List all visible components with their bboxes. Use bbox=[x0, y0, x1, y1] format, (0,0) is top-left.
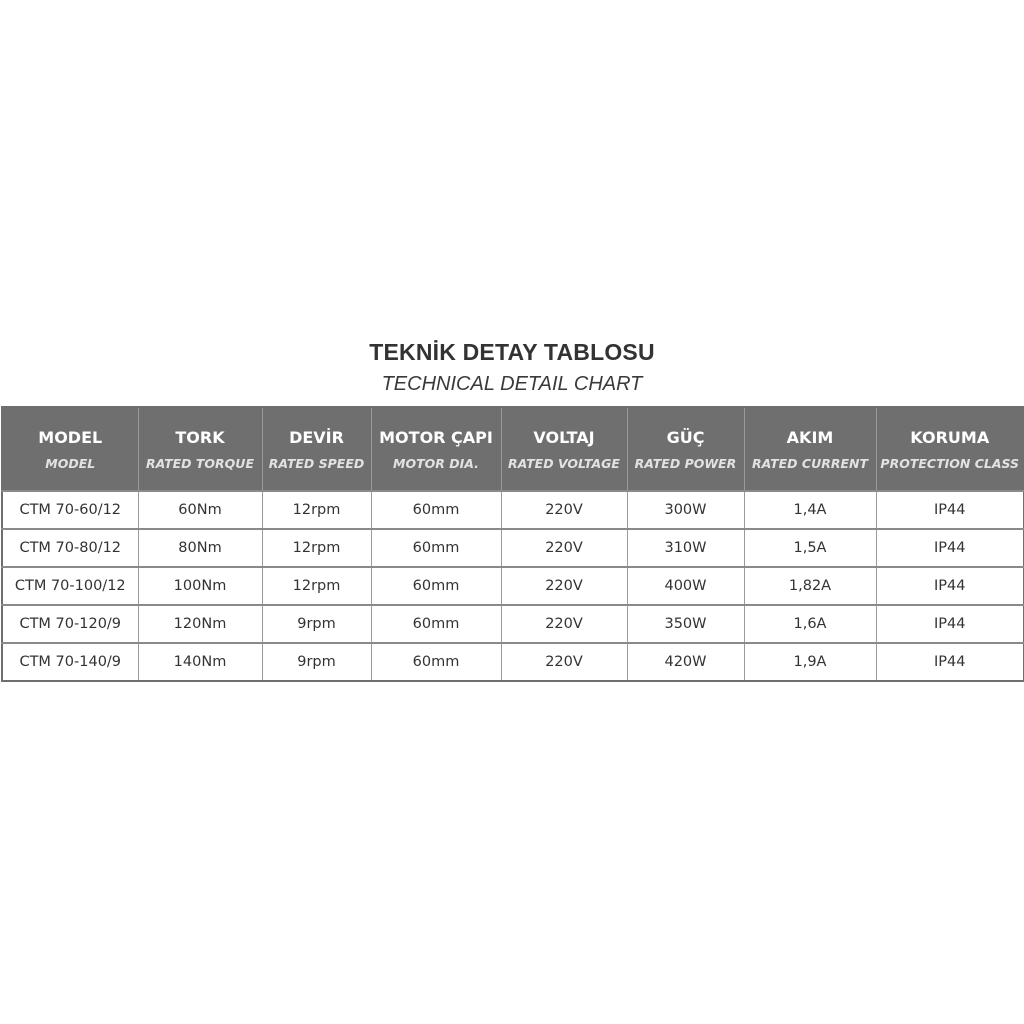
cell-torque: 80Nm bbox=[138, 529, 262, 567]
cell-motor-dia: 60mm bbox=[371, 605, 501, 643]
table-row bbox=[2, 605, 1024, 643]
cell-speed: 12rpm bbox=[262, 567, 371, 605]
column-header-motor-dia bbox=[371, 407, 501, 491]
column-header-tr: TORK bbox=[175, 427, 225, 447]
column-header-protection bbox=[876, 407, 1024, 491]
column-header-tr: AKIM bbox=[786, 427, 834, 447]
cell-speed: 9rpm bbox=[262, 643, 371, 681]
column-header-speed bbox=[262, 407, 371, 491]
cell-protection: IP44 bbox=[876, 491, 1024, 529]
column-header-en: RATED TORQUE bbox=[146, 455, 254, 471]
cell-voltage: 220V bbox=[501, 491, 627, 529]
column-header-current bbox=[744, 407, 876, 491]
cell-voltage: 220V bbox=[501, 529, 627, 567]
cell-voltage: 220V bbox=[501, 643, 627, 681]
cell-torque: 120Nm bbox=[138, 605, 262, 643]
page-title: TEKNİK DETAY TABLOSU bbox=[369, 339, 655, 365]
column-header-tr: MODEL bbox=[38, 427, 103, 447]
column-header-en: MOTOR DIA. bbox=[393, 455, 479, 471]
cell-current: 1,9A bbox=[744, 643, 876, 681]
column-header-tr: VOLTAJ bbox=[533, 427, 595, 447]
table-row bbox=[2, 643, 1024, 681]
cell-power: 350W bbox=[627, 605, 744, 643]
column-header-tr: MOTOR ÇAPI bbox=[379, 427, 493, 447]
cell-protection: IP44 bbox=[876, 567, 1024, 605]
column-header-tr: GÜÇ bbox=[666, 427, 705, 447]
column-header-voltage bbox=[501, 407, 627, 491]
table-row bbox=[2, 491, 1024, 529]
cell-model: CTM 70-100/12 bbox=[2, 567, 138, 605]
column-header-en: RATED VOLTAGE bbox=[508, 455, 620, 471]
column-header-en: PROTECTION CLASS bbox=[880, 455, 1020, 471]
technical-detail-table bbox=[1, 406, 1024, 682]
column-header-power bbox=[627, 407, 744, 491]
table-row bbox=[2, 567, 1024, 605]
cell-motor-dia: 60mm bbox=[371, 491, 501, 529]
cell-speed: 9rpm bbox=[262, 605, 371, 643]
cell-model: CTM 70-80/12 bbox=[2, 529, 138, 567]
column-header-model bbox=[2, 407, 138, 491]
page-subtitle: TECHNICAL DETAIL CHART bbox=[381, 373, 643, 395]
cell-torque: 100Nm bbox=[138, 567, 262, 605]
cell-model: CTM 70-60/12 bbox=[2, 491, 138, 529]
column-header-tr: DEVİR bbox=[289, 427, 344, 447]
cell-speed: 12rpm bbox=[262, 529, 371, 567]
cell-power: 310W bbox=[627, 529, 744, 567]
cell-protection: IP44 bbox=[876, 605, 1024, 643]
cell-model: CTM 70-120/9 bbox=[2, 605, 138, 643]
cell-voltage: 220V bbox=[501, 567, 627, 605]
cell-power: 400W bbox=[627, 567, 744, 605]
cell-protection: IP44 bbox=[876, 529, 1024, 567]
cell-torque: 60Nm bbox=[138, 491, 262, 529]
column-header-en: RATED SPEED bbox=[268, 455, 365, 471]
cell-motor-dia: 60mm bbox=[371, 529, 501, 567]
cell-current: 1,5A bbox=[744, 529, 876, 567]
cell-motor-dia: 60mm bbox=[371, 643, 501, 681]
cell-model: CTM 70-140/9 bbox=[2, 643, 138, 681]
cell-current: 1,4A bbox=[744, 491, 876, 529]
table-row bbox=[2, 529, 1024, 567]
cell-voltage: 220V bbox=[501, 605, 627, 643]
column-header-torque bbox=[138, 407, 262, 491]
table-header-row bbox=[2, 407, 1024, 491]
cell-power: 420W bbox=[627, 643, 744, 681]
cell-speed: 12rpm bbox=[262, 491, 371, 529]
column-header-en: RATED POWER bbox=[634, 455, 737, 471]
cell-torque: 140Nm bbox=[138, 643, 262, 681]
cell-protection: IP44 bbox=[876, 643, 1024, 681]
cell-current: 1,82A bbox=[744, 567, 876, 605]
column-header-tr: KORUMA bbox=[910, 427, 990, 447]
column-header-en: MODEL bbox=[45, 455, 96, 471]
column-header-en: RATED CURRENT bbox=[752, 455, 868, 471]
cell-motor-dia: 60mm bbox=[371, 567, 501, 605]
cell-current: 1,6A bbox=[744, 605, 876, 643]
cell-power: 300W bbox=[627, 491, 744, 529]
